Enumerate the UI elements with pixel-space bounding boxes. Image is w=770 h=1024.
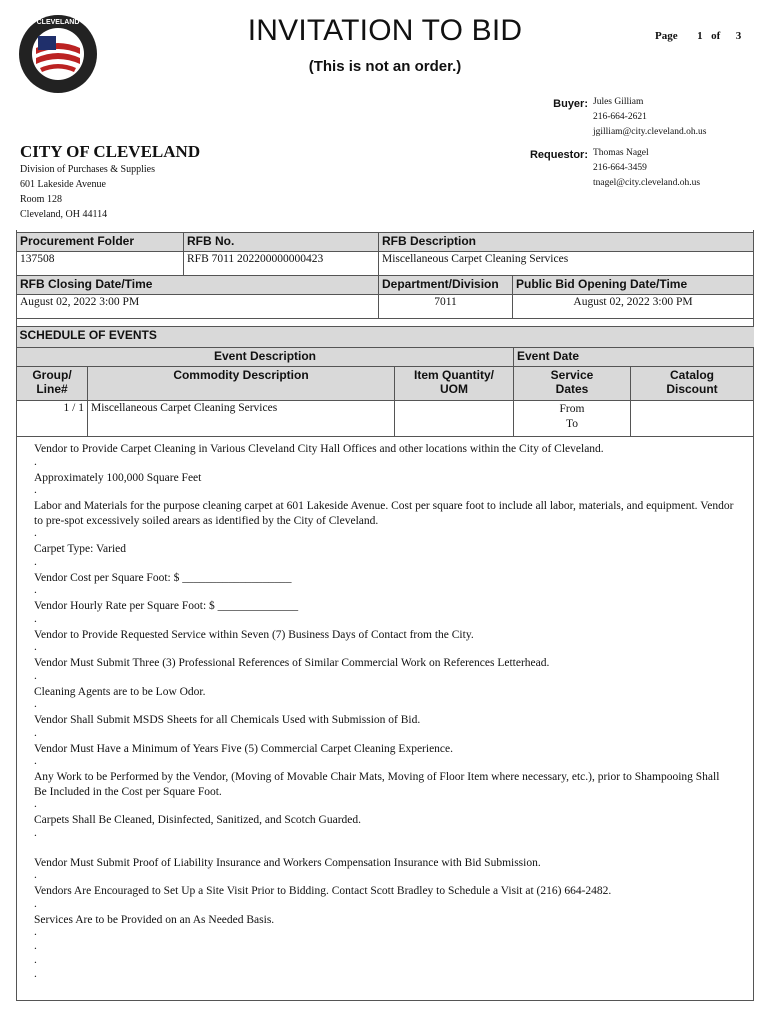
- page-indicator: [655, 30, 741, 42]
- spec-line: .: [34, 612, 37, 625]
- catalog-discount-header: Catalog Discount: [631, 367, 754, 401]
- spec-line: .: [34, 527, 37, 539]
- spec-line: Vendor Cost per Square Foot: $ ___________________: [34, 571, 292, 584]
- spec-line: [34, 842, 734, 856]
- org-address: [20, 162, 155, 222]
- buyer-contact: [593, 95, 706, 140]
- event-description-header: Event Description: [17, 348, 514, 367]
- org-line: Room 128: [20, 194, 62, 205]
- department-value: 7011: [379, 295, 513, 319]
- procurement-folder-value: 137508: [17, 252, 184, 276]
- requestor-name: Thomas Nagel: [593, 148, 649, 158]
- requestor-email: tnagel@city.cleveland.oh.us: [593, 178, 701, 188]
- spec-line: .: [34, 897, 37, 910]
- spec-line: .: [34, 698, 37, 710]
- service-from: From: [559, 403, 585, 415]
- spec-line: Vendor Must Have a Minimum of Years Five (5) Commercial Carpet Cleaning Experience.: [34, 742, 454, 755]
- spec-line: .: [34, 826, 37, 839]
- spec-line: Any Work to be Performed by the Vendor, (Moving of Movable Chair Mats, Moving of Floor Item where necessary, etc.), prior to Shampooing Shall Be Included in the Cost per Square Foot.: [34, 771, 720, 798]
- spec-line: .: [34, 726, 37, 739]
- rfb-description-value: Miscellaneous Carpet Cleaning Services: [379, 252, 754, 276]
- spec-line: .: [34, 869, 37, 881]
- rfb-no-header: RFB No.: [184, 233, 379, 252]
- spec-line: .: [34, 669, 37, 682]
- spec-line: .: [34, 798, 37, 810]
- item-service-dates: [514, 401, 631, 437]
- spec-line: Services Are to be Provided on an As Needed Basis.: [34, 913, 275, 926]
- schedule-header: SCHEDULE OF EVENTS: [17, 327, 754, 348]
- requestor-contact: [593, 146, 700, 191]
- service-to: To: [566, 418, 578, 430]
- rfb-info-table: [16, 232, 754, 319]
- spec-line: Carpet Type: Varied: [34, 543, 127, 555]
- spec-line: .: [34, 755, 37, 767]
- bid-specifications: [34, 442, 734, 983]
- opening-header: Public Bid Opening Date/Time: [513, 276, 754, 295]
- closing-header: RFB Closing Date/Time: [17, 276, 379, 295]
- spec-line: Vendor Must Submit Proof of Liability Insurance and Workers Compensation Insurance with Bid Submission.: [34, 856, 541, 869]
- spec-line: Vendors Are Encouraged to Set Up a Site Visit Prior to Bidding. Contact Scott Bradley to Schedule a Visit at (216) 664-2482.: [34, 885, 612, 897]
- org-line: Cleveland, OH 44114: [20, 209, 108, 220]
- requestor-phone: 216-664-3459: [593, 163, 647, 173]
- spec-line: Labor and Materials for the purpose cleaning carpet at 601 Lakeside Avenue. Cost per square foot to include all labor, materials, and equipment. Vendor to pre-spot excessively soiled arears as identified by the City of Cleveland.: [34, 500, 734, 527]
- buyer-name: Jules Gilliam: [593, 97, 644, 107]
- item-catalog-discount: [631, 401, 754, 437]
- org-line: Division of Purchases & Supplies: [20, 164, 155, 175]
- item-line-number: 1 / 1: [17, 401, 88, 437]
- page-label: Page: [655, 30, 678, 42]
- page-total: 3: [735, 30, 742, 42]
- buyer-phone: 216-664-2621: [593, 112, 647, 122]
- quantity-header: Item Quantity/ UOM: [395, 367, 514, 401]
- closing-value: August 02, 2022 3:00 PM: [17, 295, 379, 319]
- spec-line: Vendor to Provide Requested Service within Seven (7) Business Days of Contact from the City.: [34, 628, 474, 641]
- spec-line: Cleaning Agents are to be Low Odor.: [34, 685, 206, 698]
- page-number: 1: [697, 30, 703, 42]
- rfb-description-header: RFB Description: [379, 233, 754, 252]
- group-line-header: Group/ Line#: [17, 367, 88, 401]
- document-title: INVITATION TO BID: [247, 14, 523, 47]
- procurement-folder-header: Procurement Folder: [17, 233, 184, 252]
- spec-line: .: [34, 555, 37, 568]
- buyer-email: jgilliam@city.cleveland.oh.us: [593, 127, 707, 137]
- org-name: CITY OF CLEVELAND: [20, 142, 201, 161]
- page-of: of: [711, 30, 721, 42]
- org-line: 601 Lakeside Avenue: [20, 179, 106, 190]
- spec-line: Vendor Hourly Rate per Square Foot: $ ______________: [34, 600, 299, 612]
- spec-line: .: [34, 968, 37, 980]
- spec-line: Vendor to Provide Carpet Cleaning in Various Cleveland City Hall Offices and other locations within the City of Cleveland.: [34, 443, 604, 455]
- event-date-header: Event Date: [514, 348, 754, 367]
- opening-value: August 02, 2022 3:00 PM: [513, 295, 754, 319]
- spec-line: .: [34, 954, 37, 966]
- service-dates-header: Service Dates: [514, 367, 631, 401]
- spec-line: .: [34, 641, 37, 653]
- item-description: Miscellaneous Carpet Cleaning Services: [88, 401, 395, 437]
- rfb-no-value: RFB 7011 202200000000423: [184, 252, 379, 276]
- spec-line: Carpets Shall Be Cleaned, Disinfected, Sanitized, and Scotch Guarded.: [34, 814, 362, 826]
- svg-text:CLEVELAND: CLEVELAND: [36, 19, 80, 26]
- spec-line: .: [34, 584, 37, 596]
- department-header: Department/Division: [379, 276, 513, 295]
- spec-line: Vendor Shall Submit MSDS Sheets for all Chemicals Used with Submission of Bid.: [34, 714, 421, 726]
- spec-line: .: [34, 926, 37, 938]
- item-quantity: [395, 401, 514, 437]
- buyer-label: Buyer:: [553, 98, 588, 110]
- spec-line: .: [34, 940, 37, 952]
- spec-line: .: [34, 455, 37, 468]
- spec-line: Approximately 100,000 Square Feet: [34, 471, 202, 484]
- document-subtitle: (This is not an order.): [308, 58, 462, 75]
- commodity-header: Commodity Description: [88, 367, 395, 401]
- spec-line: .: [34, 484, 37, 496]
- schedule-table: [16, 326, 754, 437]
- spec-line: Vendor Must Submit Three (3) Professional References of Similar Commercial Work on References Letterhead.: [34, 657, 550, 669]
- requestor-label: Requestor:: [529, 149, 588, 161]
